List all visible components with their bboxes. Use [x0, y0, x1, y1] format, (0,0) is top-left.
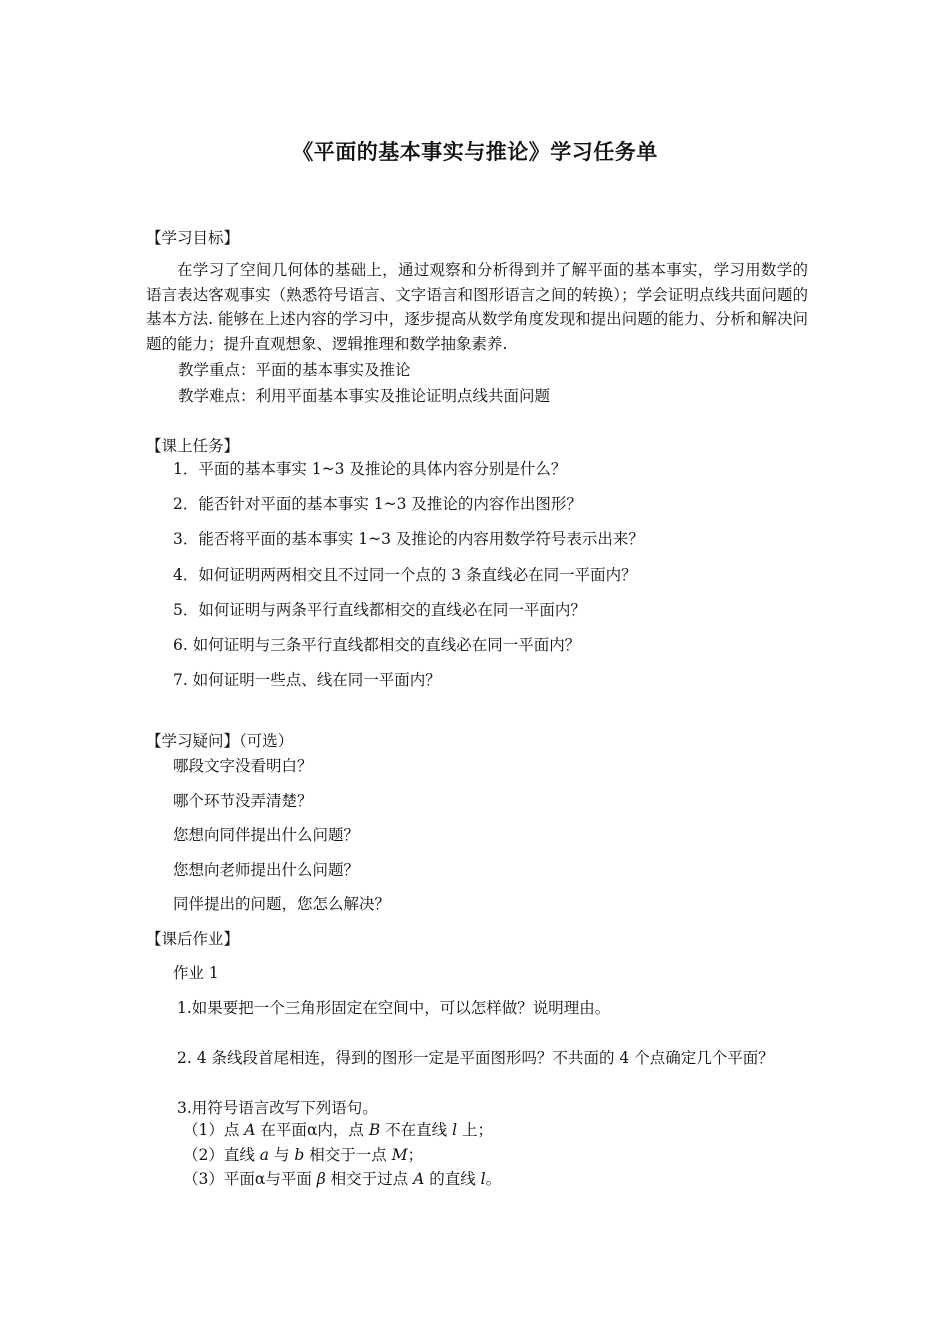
question-item: 您想向老师提出什么问题？ — [173, 861, 360, 879]
task-item: 3．能否将平面的基本事实 1~3 及推论的内容用数学符号表示出来？ — [173, 530, 644, 548]
homework-subitem-1 — [183, 1118, 493, 1140]
math-symbol: β — [316, 1170, 326, 1188]
text-run: ； — [407, 1146, 424, 1164]
text-run: （3）平面 — [183, 1170, 255, 1188]
math-symbol: A — [244, 1121, 256, 1139]
question-item: 哪个环节没弄清楚？ — [173, 792, 313, 810]
task-item: 7. 如何证明一些点、线在同一平面内？ — [173, 671, 441, 689]
math-symbol: A — [413, 1170, 425, 1188]
math-symbol: B — [368, 1121, 381, 1139]
text-run: 内，点 — [317, 1121, 369, 1139]
text-run: 不在直线 — [380, 1121, 453, 1139]
text-run: 在平面 — [255, 1121, 307, 1139]
math-symbol: a — [259, 1146, 270, 1164]
homework-label: 作业 1 — [173, 964, 219, 982]
objectives-heading: 【学习目标】 — [146, 229, 240, 247]
homework-question-2: 2. 4 条线段首尾相连，得到的图形一定是平面图形吗？不共面的 4 个点确定几个平面？ — [177, 1049, 774, 1067]
text-run: 与 — [269, 1146, 295, 1164]
homework-subitem-2 — [183, 1143, 423, 1165]
homework-subitem-3 — [183, 1167, 501, 1189]
text-run: 。 — [485, 1170, 502, 1188]
text-run: （2）直线 — [183, 1146, 260, 1164]
page-title: 《平面的基本事实与推论》学习任务单 — [292, 139, 658, 164]
question-item: 您想向同伴提出什么问题？ — [173, 826, 360, 844]
task-item: 1．平面的基本事实 1~3 及推论的具体内容分别是什么？ — [173, 460, 567, 478]
question-item: 同伴提出的问题，您怎么解决？ — [173, 895, 391, 913]
task-item: 4．如何证明两两相交且不过同一个点的 3 条直线必在同一平面内？ — [173, 566, 637, 584]
math-symbol: α — [306, 1121, 318, 1139]
math-symbol: b — [294, 1146, 305, 1164]
text-run: 上； — [457, 1121, 493, 1139]
text-run: （1）点 — [183, 1121, 245, 1139]
text-run: 的直线 — [424, 1170, 481, 1188]
task-item: 5．如何证明与两条平行直线都相交的直线必在同一平面内？ — [173, 601, 586, 619]
text-run: 相交于过点 — [325, 1170, 414, 1188]
question-item: 哪段文字没看明白？ — [173, 757, 313, 775]
homework-heading: 【课后作业】 — [146, 930, 240, 948]
task-item: 2．能否针对平面的基本事实 1~3 及推论的内容作出图形？ — [173, 495, 582, 513]
math-symbol: α — [254, 1170, 266, 1188]
objectives-paragraph: 在学习了空间几何体的基础上，通过观察和分析得到并了解平面的基本事实，学习用数学的语言表达客观事实（熟悉符号语言、文字语言和图形语言之间的转换）；学会证明点线共面问题的基本方法. 能够在上述内容的学习中，逐步提高从数学角度发现和提出问题的能力、分析和解决问题的能力；提升直观想象、逻辑推理和数学抽象素养. — [146, 261, 808, 353]
key-point: 教学重点：平面的基本事实及推论 — [178, 361, 411, 379]
math-symbol: l — [452, 1121, 458, 1139]
math-symbol: M — [391, 1146, 408, 1164]
tasks-heading: 【课上任务】 — [146, 437, 240, 455]
text-run: 与平面 — [265, 1170, 317, 1188]
homework-question-3: 3.用符号语言改写下列语句。 — [177, 1099, 378, 1117]
text-run: 相交于一点 — [304, 1146, 392, 1164]
homework-question-1: 1.如果要把一个三角形固定在空间中，可以怎样做？说明理由。 — [177, 999, 611, 1017]
task-item: 6. 如何证明与三条平行直线都相交的直线必在同一平面内？ — [173, 636, 581, 654]
questions-heading: 【学习疑问】（可选） — [146, 732, 294, 750]
difficult-point: 教学难点：利用平面基本事实及推论证明点线共面问题 — [178, 387, 551, 405]
math-symbol: l — [480, 1170, 486, 1188]
